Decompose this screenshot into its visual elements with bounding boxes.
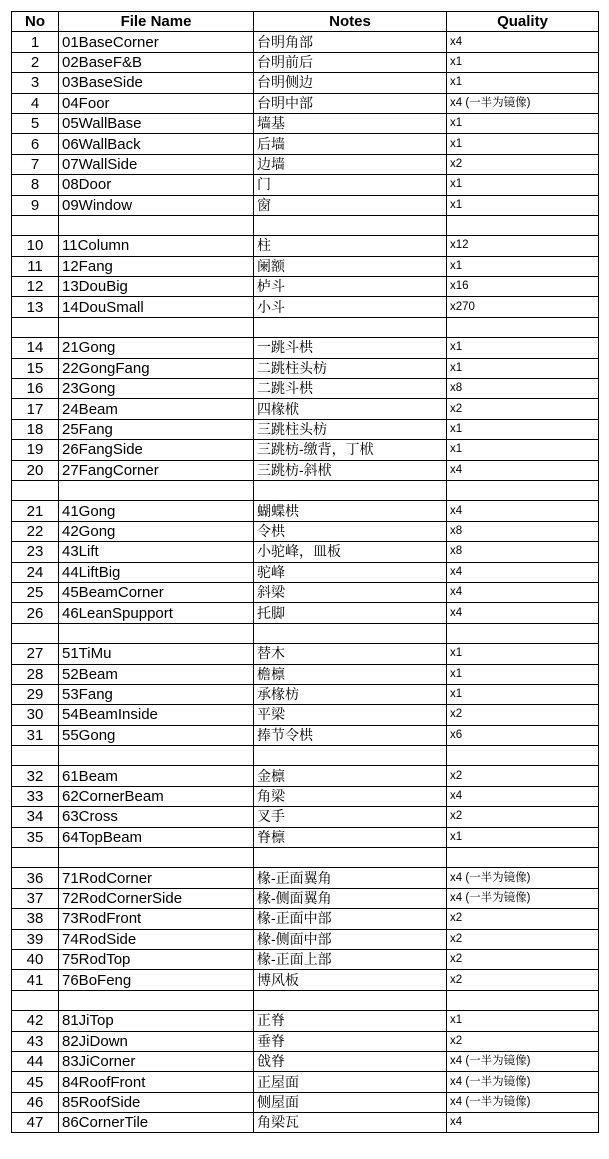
cell-file-name: 04Foor	[59, 93, 254, 113]
table-row	[12, 582, 599, 602]
table-row	[12, 929, 599, 949]
cell-notes: 金檩	[254, 766, 447, 786]
cell-quality	[447, 848, 599, 868]
cell-file-name: 01BaseCorner	[59, 32, 254, 52]
table-row	[12, 175, 599, 195]
cell-no: 36	[12, 868, 59, 888]
cell-notes: 窗	[254, 195, 447, 215]
cell-file-name: 05WallBase	[59, 113, 254, 133]
cell-notes: 斜梁	[254, 582, 447, 602]
cell-quality	[447, 990, 599, 1010]
header-row	[12, 12, 599, 32]
spacer-row	[12, 848, 599, 868]
cell-file-name: 03BaseSide	[59, 73, 254, 93]
cell-notes: 小驼峰，皿板	[254, 542, 447, 562]
cell-notes: 三跳枋-斜栿	[254, 460, 447, 480]
cell-quality: x2	[447, 909, 599, 929]
cell-no: 7	[12, 154, 59, 174]
cell-file-name: 12Fang	[59, 256, 254, 276]
cell-quality: x4	[447, 501, 599, 521]
header-quality: Quality	[447, 12, 599, 32]
cell-file-name	[59, 480, 254, 500]
cell-notes	[254, 848, 447, 868]
cell-no: 23	[12, 542, 59, 562]
table-row	[12, 603, 599, 623]
table-row	[12, 419, 599, 439]
table-row	[12, 113, 599, 133]
cell-quality: x8	[447, 542, 599, 562]
cell-no	[12, 480, 59, 500]
cell-notes: 椽-正面上部	[254, 949, 447, 969]
cell-file-name: 83JiCorner	[59, 1051, 254, 1071]
cell-file-name: 73RodFront	[59, 909, 254, 929]
cell-quality: x1	[447, 52, 599, 72]
table-body	[12, 32, 599, 1133]
cell-notes: 戗脊	[254, 1051, 447, 1071]
cell-no	[12, 990, 59, 1010]
cell-file-name: 07WallSide	[59, 154, 254, 174]
table-row	[12, 93, 599, 113]
cell-quality: x1	[447, 827, 599, 847]
cell-quality: x12	[447, 236, 599, 256]
cell-notes: 椽-侧面翼角	[254, 888, 447, 908]
cell-notes: 台明中部	[254, 93, 447, 113]
cell-no: 30	[12, 705, 59, 725]
cell-file-name	[59, 990, 254, 1010]
cell-quality: x1	[447, 195, 599, 215]
cell-quality: x1	[447, 664, 599, 684]
cell-no: 47	[12, 1113, 59, 1133]
cell-no: 11	[12, 256, 59, 276]
table-row	[12, 256, 599, 276]
table-row	[12, 154, 599, 174]
table-row	[12, 868, 599, 888]
cell-quality: x1	[447, 440, 599, 460]
cell-no: 1	[12, 32, 59, 52]
cell-no	[12, 317, 59, 337]
cell-notes: 二跳柱头枋	[254, 358, 447, 378]
cell-quality: x2	[447, 766, 599, 786]
cell-quality	[447, 623, 599, 643]
cell-quality: x1	[447, 358, 599, 378]
cell-quality: x2	[447, 705, 599, 725]
cell-file-name: 06WallBack	[59, 134, 254, 154]
cell-notes: 门	[254, 175, 447, 195]
cell-notes: 正屋面	[254, 1072, 447, 1092]
spacer-row	[12, 215, 599, 235]
cell-file-name: 42Gong	[59, 521, 254, 541]
cell-no: 45	[12, 1072, 59, 1092]
cell-file-name: 43Lift	[59, 542, 254, 562]
spacer-row	[12, 480, 599, 500]
table-row	[12, 807, 599, 827]
cell-file-name: 23Gong	[59, 379, 254, 399]
cell-notes: 后墙	[254, 134, 447, 154]
table-row	[12, 970, 599, 990]
cell-no: 4	[12, 93, 59, 113]
cell-quality: x1	[447, 256, 599, 276]
cell-no: 9	[12, 195, 59, 215]
cell-no: 39	[12, 929, 59, 949]
table-row	[12, 664, 599, 684]
cell-quality	[447, 746, 599, 766]
cell-quality: x1	[447, 684, 599, 704]
cell-file-name: 86CornerTile	[59, 1113, 254, 1133]
cell-file-name: 85RoofSide	[59, 1092, 254, 1112]
cell-no: 38	[12, 909, 59, 929]
table-row	[12, 909, 599, 929]
cell-notes: 阑额	[254, 256, 447, 276]
cell-file-name: 72RodCornerSide	[59, 888, 254, 908]
cell-quality: x4 (一半为镜像)	[447, 1051, 599, 1071]
table-row	[12, 949, 599, 969]
cell-file-name: 26FangSide	[59, 440, 254, 460]
cell-file-name: 45BeamCorner	[59, 582, 254, 602]
table-row	[12, 684, 599, 704]
cell-file-name: 13DouBig	[59, 277, 254, 297]
cell-quality: x4	[447, 786, 599, 806]
cell-notes: 平梁	[254, 705, 447, 725]
cell-notes: 台明角部	[254, 32, 447, 52]
cell-quality: x8	[447, 379, 599, 399]
cell-notes: 替木	[254, 644, 447, 664]
cell-quality: x4 (一半为镜像)	[447, 1072, 599, 1092]
cell-quality: x4 (一半为镜像)	[447, 93, 599, 113]
cell-notes: 墙基	[254, 113, 447, 133]
cell-file-name: 09Window	[59, 195, 254, 215]
cell-no: 41	[12, 970, 59, 990]
table-row	[12, 32, 599, 52]
header-file-name: File Name	[59, 12, 254, 32]
cell-no	[12, 215, 59, 235]
cell-no: 14	[12, 338, 59, 358]
cell-quality: x1	[447, 113, 599, 133]
cell-no: 43	[12, 1031, 59, 1051]
cell-notes: 脊檩	[254, 827, 447, 847]
cell-file-name: 63Cross	[59, 807, 254, 827]
cell-notes: 檐檩	[254, 664, 447, 684]
cell-quality: x2	[447, 929, 599, 949]
table-row	[12, 501, 599, 521]
spacer-row	[12, 317, 599, 337]
cell-no	[12, 623, 59, 643]
cell-no: 42	[12, 1011, 59, 1031]
cell-notes: 栌斗	[254, 277, 447, 297]
table-row	[12, 562, 599, 582]
cell-quality: x4 (一半为镜像)	[447, 868, 599, 888]
cell-file-name: 27FangCorner	[59, 460, 254, 480]
cell-notes	[254, 317, 447, 337]
cell-file-name: 55Gong	[59, 725, 254, 745]
cell-file-name: 11Column	[59, 236, 254, 256]
cell-no: 16	[12, 379, 59, 399]
cell-file-name: 81JiTop	[59, 1011, 254, 1031]
cell-file-name: 71RodCorner	[59, 868, 254, 888]
cell-notes: 四椽栿	[254, 399, 447, 419]
cell-quality: x4	[447, 562, 599, 582]
table-row	[12, 134, 599, 154]
cell-quality: x4	[447, 1113, 599, 1133]
cell-quality: x1	[447, 338, 599, 358]
cell-notes: 台明侧边	[254, 73, 447, 93]
cell-quality: x1	[447, 1011, 599, 1031]
cell-file-name: 53Fang	[59, 684, 254, 704]
cell-notes	[254, 480, 447, 500]
cell-no: 20	[12, 460, 59, 480]
cell-notes: 博风板	[254, 970, 447, 990]
table-row	[12, 705, 599, 725]
cell-quality: x4	[447, 460, 599, 480]
cell-file-name	[59, 317, 254, 337]
table-row	[12, 725, 599, 745]
table-row	[12, 1092, 599, 1112]
table-row	[12, 888, 599, 908]
cell-file-name	[59, 848, 254, 868]
cell-quality: x2	[447, 970, 599, 990]
cell-no: 8	[12, 175, 59, 195]
table-row	[12, 827, 599, 847]
cell-notes: 小斗	[254, 297, 447, 317]
cell-file-name: 22GongFang	[59, 358, 254, 378]
cell-no: 3	[12, 73, 59, 93]
cell-notes: 台明前后	[254, 52, 447, 72]
cell-quality: x4	[447, 603, 599, 623]
cell-no: 28	[12, 664, 59, 684]
table-row	[12, 542, 599, 562]
cell-file-name: 76BoFeng	[59, 970, 254, 990]
file-list-table	[11, 11, 599, 1133]
cell-file-name: 08Door	[59, 175, 254, 195]
table-row	[12, 236, 599, 256]
cell-quality: x270	[447, 297, 599, 317]
cell-no: 27	[12, 644, 59, 664]
cell-no	[12, 848, 59, 868]
table-row	[12, 297, 599, 317]
cell-quality: x2	[447, 154, 599, 174]
cell-notes: 驼峰	[254, 562, 447, 582]
cell-file-name: 75RodTop	[59, 949, 254, 969]
cell-notes: 侧屋面	[254, 1092, 447, 1112]
cell-no: 10	[12, 236, 59, 256]
cell-file-name	[59, 623, 254, 643]
cell-no: 6	[12, 134, 59, 154]
table-row	[12, 358, 599, 378]
cell-file-name	[59, 215, 254, 235]
cell-file-name: 74RodSide	[59, 929, 254, 949]
cell-quality	[447, 317, 599, 337]
cell-notes: 正脊	[254, 1011, 447, 1031]
cell-no: 12	[12, 277, 59, 297]
cell-quality: x1	[447, 134, 599, 154]
cell-file-name: 25Fang	[59, 419, 254, 439]
cell-notes: 角梁	[254, 786, 447, 806]
table-row	[12, 1072, 599, 1092]
cell-notes: 椽-正面翼角	[254, 868, 447, 888]
cell-notes	[254, 746, 447, 766]
cell-no: 40	[12, 949, 59, 969]
table-row	[12, 440, 599, 460]
table-row	[12, 277, 599, 297]
cell-quality: x2	[447, 949, 599, 969]
cell-notes: 叉手	[254, 807, 447, 827]
cell-file-name: 44LiftBig	[59, 562, 254, 582]
header-no: No	[12, 12, 59, 32]
cell-no: 13	[12, 297, 59, 317]
cell-no: 33	[12, 786, 59, 806]
cell-file-name: 14DouSmall	[59, 297, 254, 317]
cell-quality: x6	[447, 725, 599, 745]
table-row	[12, 399, 599, 419]
cell-file-name: 24Beam	[59, 399, 254, 419]
cell-notes: 椽-侧面中部	[254, 929, 447, 949]
cell-no: 25	[12, 582, 59, 602]
cell-no: 21	[12, 501, 59, 521]
cell-no: 44	[12, 1051, 59, 1071]
cell-quality: x2	[447, 399, 599, 419]
cell-no: 15	[12, 358, 59, 378]
cell-notes: 蝴蝶栱	[254, 501, 447, 521]
cell-quality: x1	[447, 644, 599, 664]
cell-notes	[254, 990, 447, 1010]
table-row	[12, 1011, 599, 1031]
cell-no: 19	[12, 440, 59, 460]
cell-quality: x2	[447, 807, 599, 827]
cell-no	[12, 746, 59, 766]
table-row	[12, 460, 599, 480]
table-row	[12, 52, 599, 72]
cell-quality: x16	[447, 277, 599, 297]
table-row	[12, 338, 599, 358]
cell-quality: x4 (一半为镜像)	[447, 1092, 599, 1112]
table-row	[12, 195, 599, 215]
cell-no: 17	[12, 399, 59, 419]
cell-file-name: 21Gong	[59, 338, 254, 358]
cell-no: 34	[12, 807, 59, 827]
cell-no: 32	[12, 766, 59, 786]
cell-no: 2	[12, 52, 59, 72]
spacer-row	[12, 746, 599, 766]
cell-notes: 椽-正面中部	[254, 909, 447, 929]
table-row	[12, 1031, 599, 1051]
cell-notes: 托脚	[254, 603, 447, 623]
table-row	[12, 766, 599, 786]
cell-notes: 令栱	[254, 521, 447, 541]
cell-no: 26	[12, 603, 59, 623]
cell-quality: x4 (一半为镜像)	[447, 888, 599, 908]
cell-notes	[254, 623, 447, 643]
cell-file-name	[59, 746, 254, 766]
spacer-row	[12, 990, 599, 1010]
cell-quality: x1	[447, 73, 599, 93]
cell-file-name: 46LeanSpupport	[59, 603, 254, 623]
cell-notes: 柱	[254, 236, 447, 256]
cell-quality: x4	[447, 582, 599, 602]
cell-file-name: 41Gong	[59, 501, 254, 521]
cell-quality: x2	[447, 1031, 599, 1051]
cell-file-name: 64TopBeam	[59, 827, 254, 847]
cell-notes	[254, 215, 447, 235]
cell-no: 29	[12, 684, 59, 704]
table-row	[12, 1113, 599, 1133]
cell-notes: 承椽枋	[254, 684, 447, 704]
cell-quality	[447, 480, 599, 500]
header-notes: Notes	[254, 12, 447, 32]
cell-file-name: 62CornerBeam	[59, 786, 254, 806]
cell-no: 46	[12, 1092, 59, 1112]
cell-file-name: 61Beam	[59, 766, 254, 786]
table-row	[12, 786, 599, 806]
cell-no: 22	[12, 521, 59, 541]
cell-notes: 边墙	[254, 154, 447, 174]
cell-notes: 一跳斗栱	[254, 338, 447, 358]
table-row	[12, 1051, 599, 1071]
cell-quality: x1	[447, 175, 599, 195]
cell-notes: 垂脊	[254, 1031, 447, 1051]
cell-quality: x8	[447, 521, 599, 541]
cell-file-name: 02BaseF&B	[59, 52, 254, 72]
cell-file-name: 52Beam	[59, 664, 254, 684]
cell-quality: x1	[447, 419, 599, 439]
cell-no: 35	[12, 827, 59, 847]
table-row	[12, 379, 599, 399]
cell-notes: 角梁瓦	[254, 1113, 447, 1133]
cell-quality	[447, 215, 599, 235]
cell-notes: 二跳斗栱	[254, 379, 447, 399]
cell-notes: 捧节令栱	[254, 725, 447, 745]
cell-file-name: 84RoofFront	[59, 1072, 254, 1092]
cell-notes: 三跳柱头枋	[254, 419, 447, 439]
cell-no: 37	[12, 888, 59, 908]
cell-file-name: 51TiMu	[59, 644, 254, 664]
cell-no: 5	[12, 113, 59, 133]
cell-no: 18	[12, 419, 59, 439]
cell-no: 31	[12, 725, 59, 745]
cell-quality: x4	[447, 32, 599, 52]
table-row	[12, 644, 599, 664]
cell-file-name: 82JiDown	[59, 1031, 254, 1051]
cell-file-name: 54BeamInside	[59, 705, 254, 725]
table-row	[12, 521, 599, 541]
spacer-row	[12, 623, 599, 643]
cell-no: 24	[12, 562, 59, 582]
table-row	[12, 73, 599, 93]
cell-notes: 三跳枋-缴背，丁栿	[254, 440, 447, 460]
